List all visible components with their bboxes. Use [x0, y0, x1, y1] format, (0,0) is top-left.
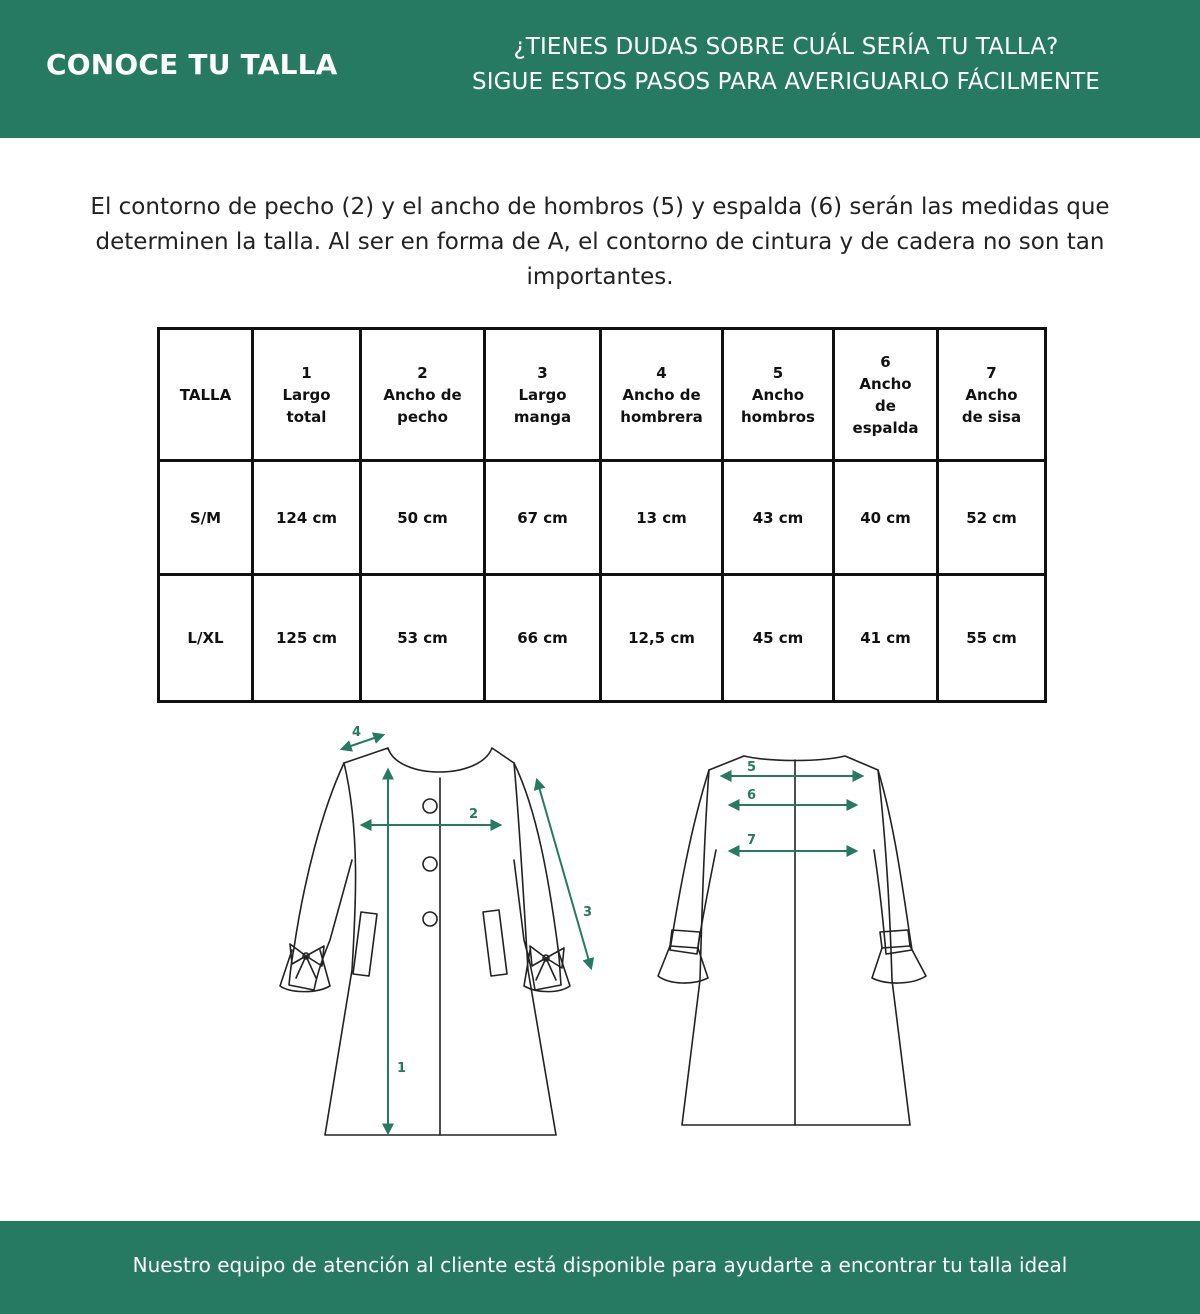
column-label-line: Ancho de [383, 385, 462, 404]
value-cell: 66 cm [485, 575, 601, 702]
value-cell: 41 cm [834, 575, 938, 702]
column-number: 7 [986, 363, 997, 382]
column-number: 1 [301, 363, 312, 382]
garment-diagram [0, 715, 1200, 1175]
value-cell: 50 cm [361, 461, 485, 575]
value-cell: 52 cm [938, 461, 1046, 575]
table-row-lxl [159, 575, 1046, 702]
measure-label-3: 3 [583, 905, 593, 920]
measure-arrow-4 [342, 735, 383, 749]
column-number: 3 [537, 363, 548, 382]
column-label-line: Ancho [859, 374, 912, 393]
value-cell: 43 cm [723, 461, 834, 575]
column-label-line: pecho [397, 407, 448, 426]
column-label-line: total [286, 407, 327, 426]
column-label-line: hombrera [620, 407, 703, 426]
value-cell: 124 cm [253, 461, 361, 575]
intro-text: El contorno de pecho (2) y el ancho de hombros (5) y espalda (6) serán las medidas que determinen la talla. Al ser en forma de A, el contorno de cintura y de cadera no son tan importantes. [90, 194, 1110, 290]
measure-label-1: 1 [397, 1061, 407, 1076]
header-cell-ancho-pecho [361, 329, 485, 461]
column-number: 2 [417, 363, 428, 382]
column-label-line: Ancho [751, 385, 805, 404]
header-subtitle-line1: ¿TIENES DUDAS SOBRE CUÁL SERÍA TU TALLA? [513, 34, 1059, 60]
column-label-line: Largo [518, 385, 567, 404]
value-cell: 53 cm [361, 575, 485, 702]
header-subtitle-line2: SIGUE ESTOS PASOS PARA AVERIGUARLO FÁCILMENTE [472, 69, 1100, 95]
table-header-row [159, 329, 1046, 461]
header-subtitle [436, 30, 1136, 100]
column-label-line: Ancho de [622, 385, 701, 404]
footer-text: Nuestro equipo de atención al cliente está disponible para ayudarte a encontrar tu talla ideal [132, 1253, 1068, 1277]
column-label-line: Largo [282, 385, 331, 404]
value-cell: 125 cm [253, 575, 361, 702]
measure-arrow-3 [537, 780, 591, 968]
column-label-line: espalda [852, 418, 919, 437]
measure-label-6: 6 [747, 788, 757, 803]
measure-label-7: 7 [747, 833, 757, 848]
table-row-sm [159, 461, 1046, 575]
column-label-line: hombros [741, 407, 815, 426]
column-number: 6 [880, 352, 891, 371]
header-cell-ancho-sisa [938, 329, 1046, 461]
column-number: 4 [656, 363, 667, 382]
measure-label-2: 2 [469, 807, 479, 822]
size-cell: S/M [159, 461, 253, 575]
column-label-line: manga [513, 407, 572, 426]
size-table [157, 327, 1047, 703]
measure-label-4: 4 [352, 725, 362, 740]
value-cell: 55 cm [938, 575, 1046, 702]
column-label-line: de sisa [961, 407, 1022, 426]
column-number: 5 [772, 363, 784, 382]
header-cell-largo-manga [485, 329, 601, 461]
column-label-line: Ancho [965, 385, 1018, 404]
header-banner [0, 0, 1200, 138]
header-cell-ancho-hombros [723, 329, 834, 461]
value-cell: 67 cm [485, 461, 601, 575]
value-cell: 12,5 cm [601, 575, 723, 702]
front-coat-illustration [280, 748, 570, 1135]
back-coat-illustration [658, 756, 926, 1125]
header-cell-size: TALLA [159, 329, 253, 461]
size-cell: L/XL [159, 575, 253, 702]
header-cell-ancho-espalda [834, 329, 938, 461]
value-cell: 40 cm [834, 461, 938, 575]
column-label-line: de [875, 396, 896, 415]
page-title: CONOCE TU TALLA [46, 48, 338, 81]
value-cell: 45 cm [723, 575, 834, 702]
footer-banner [0, 1221, 1200, 1314]
measure-label-5: 5 [747, 760, 757, 775]
header-cell-ancho-hombrera [601, 329, 723, 461]
header-cell-largo-total [253, 329, 361, 461]
value-cell: 13 cm [601, 461, 723, 575]
